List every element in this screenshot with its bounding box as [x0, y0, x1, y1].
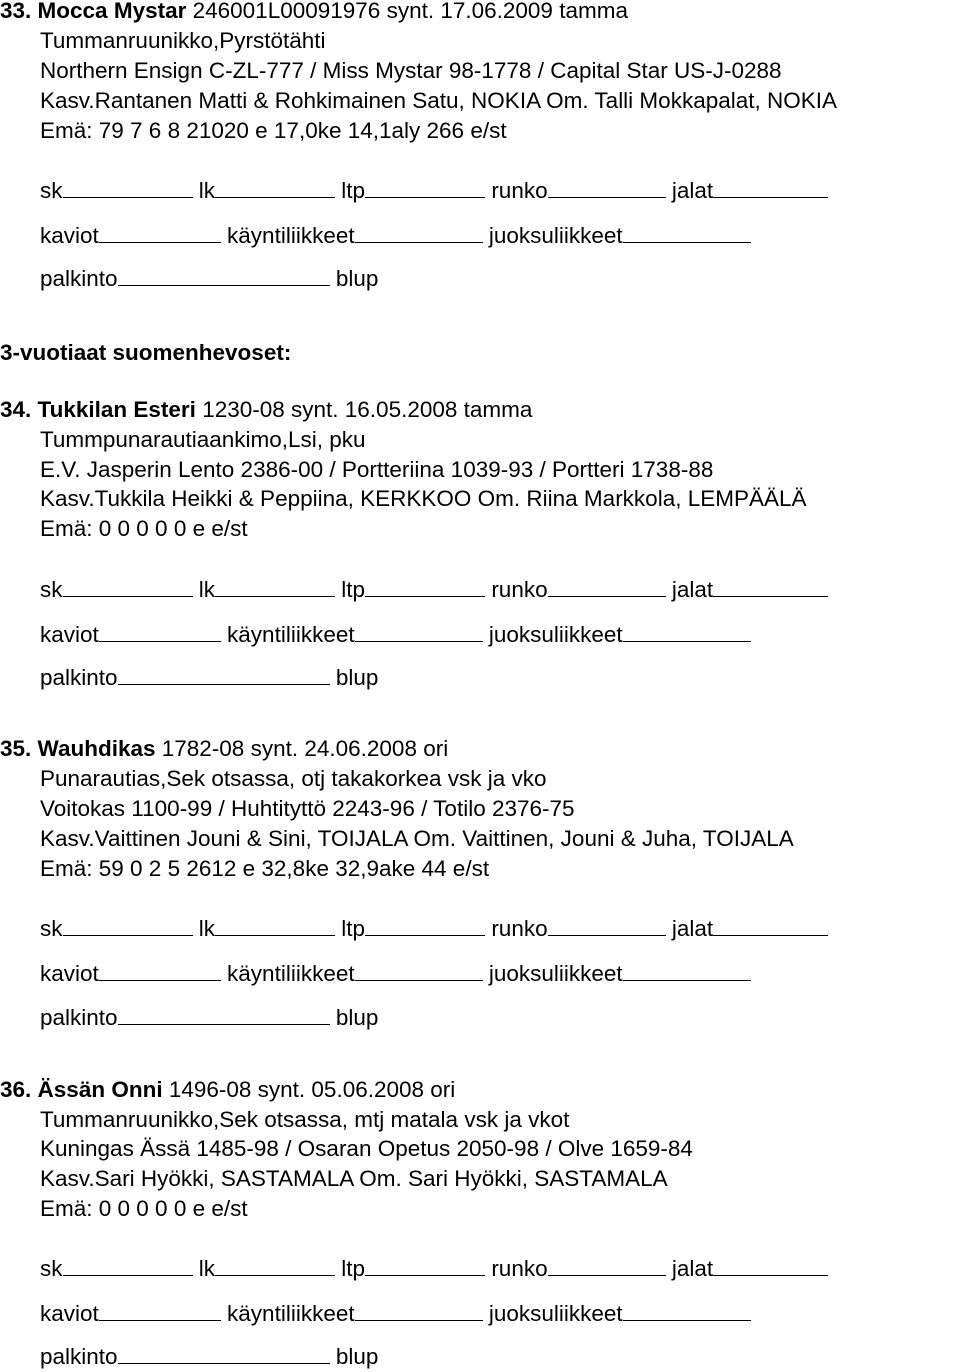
breeder-owner: Kasv.Vaittinen Jouni & Sini, TOIJALA Om. Vaittinen, Jouni & Juha, TOIJALA	[40, 826, 794, 851]
field-palkinto[interactable]	[118, 1341, 330, 1364]
label-kaviot: kaviot	[40, 223, 99, 248]
label-ltp: ltp	[341, 1256, 366, 1281]
field-jalat[interactable]	[713, 175, 828, 198]
label-jalat: jalat	[671, 916, 714, 941]
field-lk[interactable]	[215, 574, 335, 597]
field-sk[interactable]	[63, 1253, 193, 1276]
label-juoksuliikkeet: juoksuliikkeet	[488, 961, 623, 986]
label-ltp: ltp	[341, 577, 366, 602]
field-ltp[interactable]	[365, 574, 485, 597]
entry-number: 33.	[0, 0, 32, 23]
horse-color: Tummanruunikko,Sek otsassa, mtj matala vsk ja vkot	[40, 1107, 570, 1132]
label-sk: sk	[40, 577, 63, 602]
entry-35-header	[0, 734, 448, 764]
score-row-2	[40, 1298, 751, 1328]
score-row-1	[40, 175, 828, 205]
registration-info: 1230-08 synt. 16.05.2008 tamma	[195, 397, 533, 422]
field-ltp[interactable]	[365, 175, 485, 198]
label-palkinto: palkinto	[40, 665, 118, 690]
horse-name: Mocca Mystar	[37, 0, 187, 23]
field-runko[interactable]	[548, 1253, 666, 1276]
horse-color: Punarautias,Sek otsassa, otj takakorkea vsk ja vko	[40, 766, 547, 791]
field-runko[interactable]	[548, 175, 666, 198]
field-kayntiliikkeet[interactable]	[355, 619, 483, 642]
label-kayntiliikkeet: käyntiliikkeet	[227, 622, 355, 647]
label-jalat: jalat	[671, 178, 714, 203]
score-row-2	[40, 958, 751, 988]
section-heading: 3-vuotiaat suomenhevoset:	[0, 340, 292, 365]
label-kaviot: kaviot	[40, 961, 99, 986]
score-row-1	[40, 913, 828, 943]
label-jalat: jalat	[671, 577, 714, 602]
score-row-1	[40, 574, 828, 604]
label-juoksuliikkeet: juoksuliikkeet	[488, 223, 623, 248]
label-lk: lk	[198, 1256, 216, 1281]
field-lk[interactable]	[215, 913, 335, 936]
breeder-owner: Kasv.Rantanen Matti & Rohkimainen Satu, NOKIA Om. Talli Mokkapalat, NOKIA	[40, 88, 838, 113]
entry-number: 34.	[0, 397, 32, 422]
field-sk[interactable]	[63, 913, 193, 936]
label-blup: blup	[335, 1344, 379, 1369]
score-row-2	[40, 619, 751, 649]
score-row-3	[40, 263, 378, 293]
pedigree: E.V. Jasperin Lento 2386-00 / Portteriina 1039-93 / Portteri 1738-88	[40, 457, 714, 482]
score-row-3	[40, 1002, 378, 1032]
breeder-owner: Kasv.Tukkila Heikki & Peppiina, KERKKOO Om. Riina Markkola, LEMPÄÄLÄ	[40, 486, 807, 511]
entry-34-header	[0, 395, 532, 425]
entry-33-header	[0, 0, 628, 26]
field-palkinto[interactable]	[118, 263, 330, 286]
horse-name: Wauhdikas	[37, 736, 156, 761]
label-sk: sk	[40, 1256, 63, 1281]
pedigree: Voitokas 1100-99 / Huhtityttö 2243-96 / Totilo 2376-75	[40, 796, 575, 821]
field-jalat[interactable]	[713, 913, 828, 936]
label-juoksuliikkeet: juoksuliikkeet	[488, 1301, 623, 1326]
field-kaviot[interactable]	[99, 220, 221, 243]
label-juoksuliikkeet: juoksuliikkeet	[488, 622, 623, 647]
pedigree: Kuningas Ässä 1485-98 / Osaran Opetus 2050-98 / Olve 1659-84	[40, 1136, 693, 1161]
field-sk[interactable]	[63, 175, 193, 198]
label-sk: sk	[40, 916, 63, 941]
field-lk[interactable]	[215, 175, 335, 198]
label-runko: runko	[491, 916, 548, 941]
label-runko: runko	[491, 178, 548, 203]
entry-number: 36.	[0, 1077, 32, 1102]
field-juoksuliikkeet[interactable]	[623, 619, 751, 642]
field-jalat[interactable]	[713, 574, 828, 597]
pedigree: Northern Ensign C-ZL-777 / Miss Mystar 98-1778 / Capital Star US-J-0288	[40, 58, 782, 83]
label-runko: runko	[491, 577, 548, 602]
field-jalat[interactable]	[713, 1253, 828, 1276]
label-runko: runko	[491, 1256, 548, 1281]
label-kayntiliikkeet: käyntiliikkeet	[227, 961, 355, 986]
horse-name: Tukkilan Esteri	[37, 397, 196, 422]
label-blup: blup	[335, 1005, 379, 1030]
breeder-owner: Kasv.Sari Hyökki, SASTAMALA Om. Sari Hyökki, SASTAMALA	[40, 1166, 668, 1191]
field-runko[interactable]	[548, 913, 666, 936]
field-sk[interactable]	[63, 574, 193, 597]
field-runko[interactable]	[548, 574, 666, 597]
field-ltp[interactable]	[365, 1253, 485, 1276]
label-lk: lk	[198, 916, 216, 941]
label-ltp: ltp	[341, 178, 366, 203]
horse-color: Tummpunarautiaankimo,Lsi, pku	[40, 427, 366, 452]
dam-record: Emä: 0 0 0 0 0 e e/st	[40, 516, 248, 541]
registration-info: 1782-08 synt. 24.06.2008 ori	[155, 736, 449, 761]
dam-record: Emä: 59 0 2 5 2612 e 32,8ke 32,9ake 44 e/st	[40, 856, 490, 881]
field-palkinto[interactable]	[118, 662, 330, 685]
label-jalat: jalat	[671, 1256, 714, 1281]
field-kaviot[interactable]	[99, 958, 221, 981]
label-palkinto: palkinto	[40, 1005, 118, 1030]
dam-record: Emä: 79 7 6 8 21020 e 17,0ke 14,1aly 266 e/st	[40, 118, 507, 143]
entry-36-header	[0, 1075, 455, 1105]
field-kayntiliikkeet[interactable]	[355, 1298, 483, 1321]
field-palkinto[interactable]	[118, 1002, 330, 1025]
field-juoksuliikkeet[interactable]	[623, 220, 751, 243]
horse-color: Tummanruunikko,Pyrstötähti	[40, 28, 326, 53]
score-row-3	[40, 1341, 378, 1371]
label-sk: sk	[40, 178, 63, 203]
label-kayntiliikkeet: käyntiliikkeet	[227, 1301, 355, 1326]
label-palkinto: palkinto	[40, 266, 118, 291]
field-lk[interactable]	[215, 1253, 335, 1276]
score-row-2	[40, 220, 751, 250]
score-row-3	[40, 662, 378, 692]
registration-info: 246001L00091976 synt. 17.06.2009 tamma	[186, 0, 628, 23]
field-ltp[interactable]	[365, 913, 485, 936]
field-kayntiliikkeet[interactable]	[355, 220, 483, 243]
label-kaviot: kaviot	[40, 1301, 99, 1326]
field-kayntiliikkeet[interactable]	[355, 958, 483, 981]
label-blup: blup	[335, 665, 379, 690]
label-lk: lk	[198, 178, 216, 203]
label-kayntiliikkeet: käyntiliikkeet	[227, 223, 355, 248]
label-lk: lk	[198, 577, 216, 602]
field-juoksuliikkeet[interactable]	[623, 1298, 751, 1321]
label-blup: blup	[335, 266, 379, 291]
field-kaviot[interactable]	[99, 1298, 221, 1321]
entry-number: 35.	[0, 736, 32, 761]
label-ltp: ltp	[341, 916, 366, 941]
horse-name: Ässän Onni	[37, 1077, 163, 1102]
label-kaviot: kaviot	[40, 622, 99, 647]
dam-record: Emä: 0 0 0 0 0 e e/st	[40, 1196, 248, 1221]
score-row-1	[40, 1253, 828, 1283]
registration-info: 1496-08 synt. 05.06.2008 ori	[162, 1077, 456, 1102]
label-palkinto: palkinto	[40, 1344, 118, 1369]
field-kaviot[interactable]	[99, 619, 221, 642]
field-juoksuliikkeet[interactable]	[623, 958, 751, 981]
